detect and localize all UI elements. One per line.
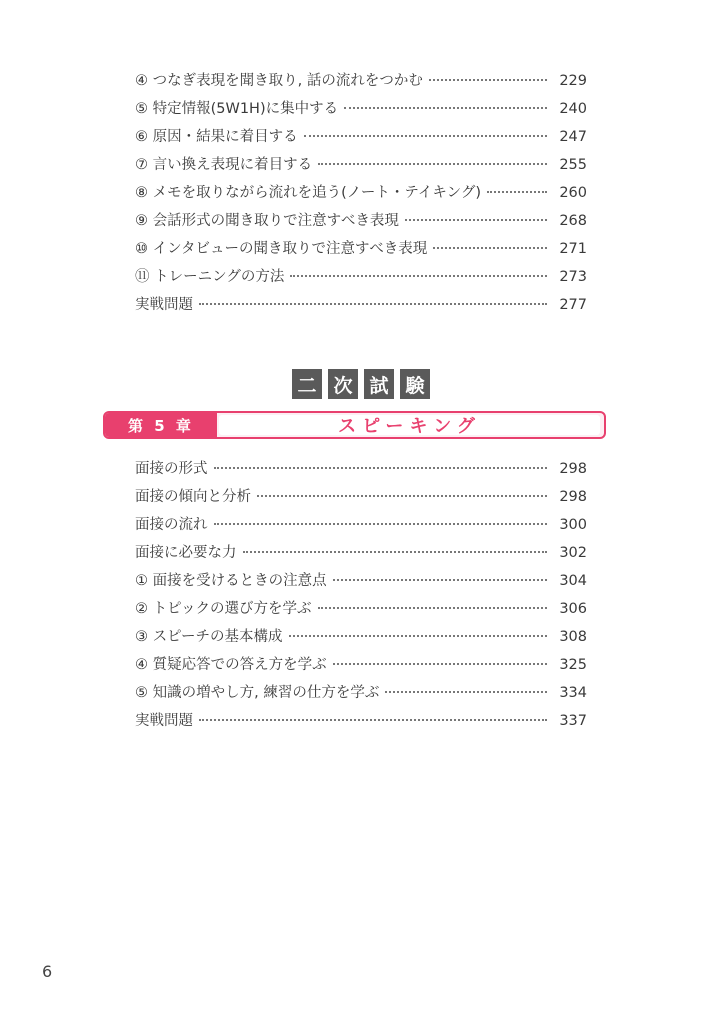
toc-entry[interactable] <box>135 651 587 679</box>
toc-entry-title: ③ スピーチの基本構成 <box>135 629 283 645</box>
toc-entry-page: 325 <box>559 657 587 673</box>
toc-entry-page: 240 <box>559 101 587 117</box>
section-heading <box>0 369 722 399</box>
toc-entry[interactable] <box>135 623 587 651</box>
dot-leader <box>289 634 547 637</box>
toc-entry-title: ⑩ インタビューの聞き取りで注意すべき表現 <box>135 241 428 257</box>
toc-entry[interactable] <box>135 123 587 151</box>
toc-entry-page: 308 <box>559 629 587 645</box>
toc-entry[interactable] <box>135 679 587 707</box>
toc-entry[interactable] <box>135 567 587 595</box>
toc-entry-title: ① 面接を受けるときの注意点 <box>135 573 327 589</box>
toc-entry-page: 273 <box>559 269 587 285</box>
toc-entry-title: 面接に必要な力 <box>135 545 237 561</box>
section-heading-char: 試 <box>364 369 394 399</box>
dot-leader <box>290 274 547 277</box>
dot-leader <box>214 466 548 469</box>
toc-entry-title: 面接の形式 <box>135 461 208 477</box>
toc-entry-title: ④ つなぎ表現を聞き取り, 話の流れをつかむ <box>135 73 423 89</box>
dot-leader <box>304 134 547 137</box>
toc-entry-page: 304 <box>559 573 587 589</box>
dot-leader <box>243 550 548 553</box>
toc-entry-title: ⑨ 会話形式の聞き取りで注意すべき表現 <box>135 213 399 229</box>
toc-entry-title: ② トピックの選び方を学ぶ <box>135 601 312 617</box>
page-number: 6 <box>42 962 53 981</box>
toc-entry[interactable] <box>135 291 587 319</box>
toc-entry-title: ④ 質疑応答での答え方を学ぶ <box>135 657 327 673</box>
dot-leader <box>257 494 547 497</box>
toc-entry-title: ⑤ 特定情報(5W1H)に集中する <box>135 101 339 117</box>
dot-leader <box>199 718 547 721</box>
toc-entry[interactable] <box>135 235 587 263</box>
chapter-banner <box>103 411 606 439</box>
dot-leader <box>333 662 547 665</box>
toc-entry[interactable] <box>135 707 587 735</box>
toc-entry-title: 実戦問題 <box>135 713 193 729</box>
dot-leader <box>385 690 547 693</box>
dot-leader <box>405 218 547 221</box>
toc-entry[interactable] <box>135 595 587 623</box>
toc-entry-page: 337 <box>559 713 587 729</box>
toc-entry-title: ⑥ 原因・結果に着目する <box>135 129 298 145</box>
toc-entry-page: 298 <box>559 461 587 477</box>
toc-entry-title: ⑦ 言い換え表現に着目する <box>135 157 313 173</box>
toc-upper-list <box>135 67 587 319</box>
toc-entry-page: 247 <box>559 129 587 145</box>
section-heading-char: 験 <box>400 369 430 399</box>
toc-entry[interactable] <box>135 511 587 539</box>
toc-entry[interactable] <box>135 207 587 235</box>
toc-entry[interactable] <box>135 67 587 95</box>
section-heading-char: 二 <box>292 369 322 399</box>
toc-entry-page: 277 <box>559 297 587 313</box>
toc-entry-page: 271 <box>559 241 587 257</box>
dot-leader <box>333 578 547 581</box>
dot-leader <box>487 190 547 193</box>
toc-entry[interactable] <box>135 455 587 483</box>
toc-entry-page: 229 <box>559 73 587 89</box>
dot-leader <box>344 106 547 109</box>
toc-lower-list <box>135 455 587 735</box>
toc-entry-page: 302 <box>559 545 587 561</box>
dot-leader <box>318 606 547 609</box>
toc-entry-title: 面接の傾向と分析 <box>135 489 251 505</box>
toc-entry-page: 260 <box>559 185 587 201</box>
toc-entry[interactable] <box>135 263 587 291</box>
toc-entry-title: ⑤ 知識の増やし方, 練習の仕方を学ぶ <box>135 685 380 701</box>
dot-leader <box>429 78 547 81</box>
toc-entry-page: 298 <box>559 489 587 505</box>
toc-entry[interactable] <box>135 539 587 567</box>
toc-entry[interactable] <box>135 95 587 123</box>
toc-entry-page: 255 <box>559 157 587 173</box>
toc-entry[interactable] <box>135 179 587 207</box>
toc-entry[interactable] <box>135 151 587 179</box>
toc-entry-page: 334 <box>559 685 587 701</box>
dot-leader <box>199 302 547 305</box>
toc-entry-title: ⑧ メモを取りながら流れを追う(ノート・テイキング) <box>135 185 482 201</box>
toc-entry[interactable] <box>135 483 587 511</box>
chapter-number: 第 5 章 <box>105 413 217 437</box>
toc-entry-title: 面接の流れ <box>135 517 208 533</box>
chapter-title: スピーキング <box>338 416 481 437</box>
toc-entry-page: 300 <box>559 517 587 533</box>
dot-leader <box>318 162 547 165</box>
dot-leader <box>433 246 547 249</box>
dot-leader <box>214 522 548 525</box>
chapter-title-box <box>219 415 600 435</box>
toc-entry-title: ⑪ トレーニングの方法 <box>135 269 285 285</box>
toc-entry-page: 306 <box>559 601 587 617</box>
toc-entry-page: 268 <box>559 213 587 229</box>
toc-entry-title: 実戦問題 <box>135 297 193 313</box>
section-heading-char: 次 <box>328 369 358 399</box>
